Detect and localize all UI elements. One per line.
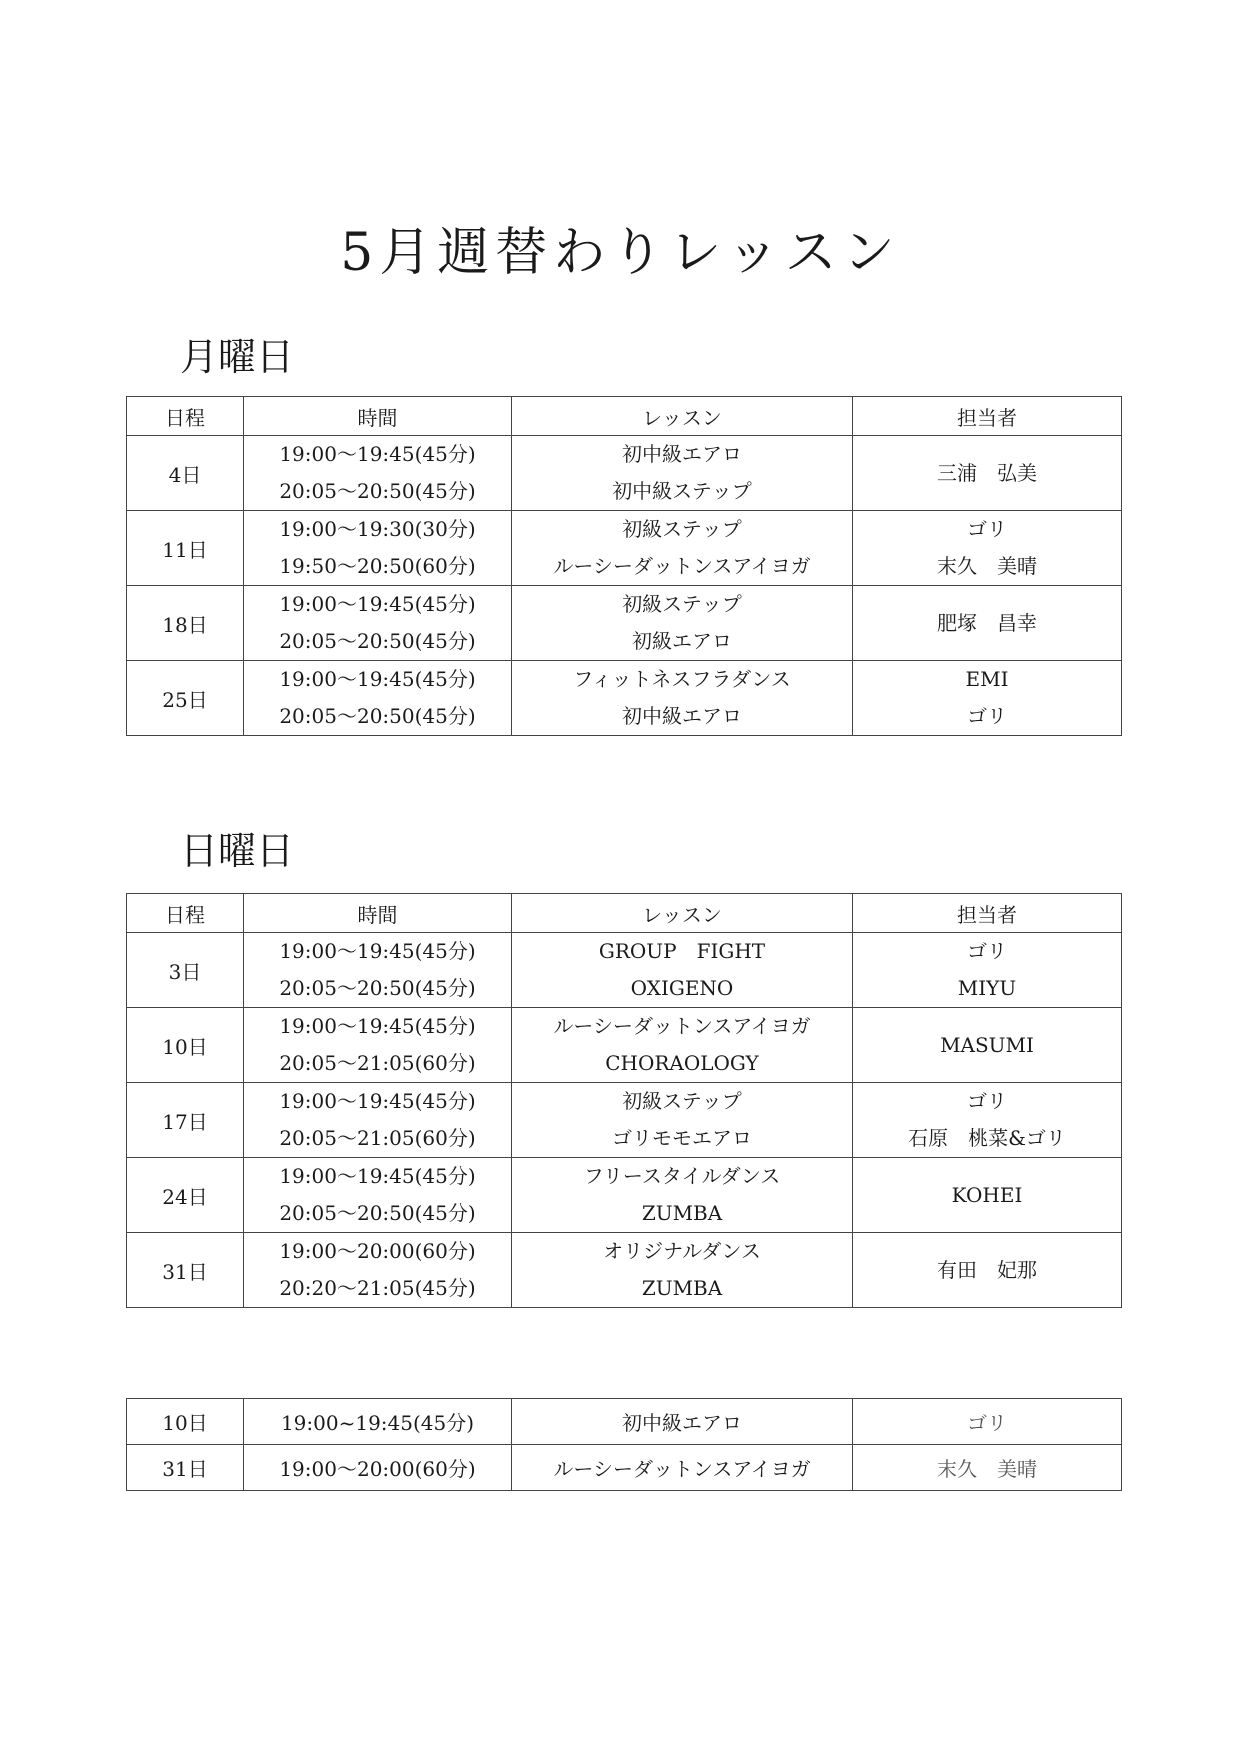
lesson-cell [512, 511, 853, 586]
lesson-name: ルーシーダットンスアイヨガ [553, 554, 811, 578]
monday-heading: 月曜日 [180, 335, 295, 379]
time-slot: 20:05～20:50(45分) [279, 976, 476, 1000]
lesson-name: フィットネスフラダンス [573, 667, 791, 691]
date-cell: 4日 [127, 436, 244, 511]
header-date: 日程 [127, 894, 244, 933]
lesson-name: ルーシーダットンスアイヨガ [553, 1014, 811, 1038]
date-cell: 10日 [127, 1399, 244, 1445]
lesson-cell [512, 661, 853, 736]
staff-name: 三浦 弘美 [937, 460, 1037, 485]
time-cell [244, 1008, 512, 1083]
lesson-name: 初中級エアロ [622, 704, 742, 728]
time-cell [244, 436, 512, 511]
lesson-cell: 初中級エアロ [512, 1399, 853, 1445]
lesson-name: ZUMBA [641, 1201, 723, 1225]
time-slot: 20:05～21:05(60分) [279, 1126, 476, 1150]
page-title: 5月週替わりレッスン [340, 223, 901, 283]
monday-schedule-table [126, 396, 1122, 736]
staff-cell [853, 661, 1122, 736]
time-cell [244, 586, 512, 661]
staff-name: EMI [965, 667, 1009, 691]
lesson-cell [512, 1158, 853, 1233]
header-staff: 担当者 [853, 397, 1122, 436]
lesson-name: GROUP FIGHT [598, 939, 766, 963]
table-row [127, 1445, 1122, 1491]
staff-name: ゴリ [967, 517, 1007, 541]
header-time: 時間 [244, 894, 512, 933]
lesson-cell: ルーシーダットンスアイヨガ [512, 1445, 853, 1491]
lesson-cell [512, 586, 853, 661]
lesson-name: 初級ステップ [622, 592, 742, 616]
staff-name: 有田 妃那 [937, 1257, 1037, 1282]
time-slot: 19:00～19:45(45分) [279, 1164, 476, 1188]
staff-name: KOHEI [951, 1182, 1023, 1207]
lesson-name: フリースタイルダンス [583, 1164, 781, 1188]
staff-name: 石原 桃菜&ゴリ [908, 1126, 1066, 1150]
staff-name: MASUMI [940, 1032, 1034, 1057]
sunday-schedule-table [126, 893, 1122, 1308]
time-cell [244, 1083, 512, 1158]
time-cell [244, 933, 512, 1008]
staff-cell [853, 436, 1122, 511]
table-row [127, 1233, 1122, 1308]
lesson-name: 初中級エアロ [622, 442, 742, 466]
staff-cell [853, 1158, 1122, 1233]
sunday-heading: 日曜日 [180, 829, 295, 873]
staff-cell [853, 1233, 1122, 1308]
staff-name: 末久 美晴 [937, 554, 1037, 578]
lesson-cell [512, 1233, 853, 1308]
date-cell: 3日 [127, 933, 244, 1008]
staff-cell: 末久 美晴 [853, 1445, 1122, 1491]
time-slot: 19:00～20:00(60分) [279, 1239, 476, 1263]
lesson-cell [512, 436, 853, 511]
date-cell: 31日 [127, 1445, 244, 1491]
time-cell: 19:00~19:45(45分) [244, 1399, 512, 1445]
table-row [127, 1083, 1122, 1158]
date-cell: 10日 [127, 1008, 244, 1083]
staff-cell [853, 933, 1122, 1008]
header-row [127, 397, 1122, 436]
time-slot: 20:05～21:05(60分) [279, 1051, 476, 1075]
staff-cell [853, 511, 1122, 586]
date-cell: 11日 [127, 511, 244, 586]
staff-cell [853, 1083, 1122, 1158]
lesson-name: ゴリモモエアロ [612, 1126, 752, 1150]
lesson-name: 初級ステップ [622, 517, 742, 541]
time-cell [244, 1233, 512, 1308]
header-staff: 担当者 [853, 894, 1122, 933]
date-cell: 25日 [127, 661, 244, 736]
table-row [127, 1008, 1122, 1083]
table-row [127, 1158, 1122, 1233]
table-row [127, 586, 1122, 661]
table-row [127, 933, 1122, 1008]
lesson-name: ZUMBA [641, 1276, 723, 1300]
header-lesson: レッスン [512, 397, 853, 436]
staff-name: 肥塚 昌幸 [937, 610, 1037, 635]
table-row [127, 661, 1122, 736]
staff-name: ゴリ [967, 1089, 1007, 1113]
lesson-name: 初中級ステップ [612, 479, 752, 503]
staff-cell: ゴリ [853, 1399, 1122, 1445]
table-row [127, 1399, 1122, 1445]
time-slot: 19:00～19:45(45分) [279, 442, 476, 466]
time-slot: 19:00～19:45(45分) [279, 1089, 476, 1113]
time-slot: 20:05～20:50(45分) [279, 1201, 476, 1225]
lesson-name: OXIGENO [630, 976, 734, 1000]
lesson-cell [512, 1008, 853, 1083]
staff-cell [853, 586, 1122, 661]
header-lesson: レッスン [512, 894, 853, 933]
staff-name: ゴリ [967, 939, 1007, 963]
time-slot: 20:05～20:50(45分) [279, 479, 476, 503]
lesson-name: オリジナルダンス [603, 1239, 761, 1263]
table-row [127, 436, 1122, 511]
extra-schedule-table [126, 1398, 1122, 1491]
time-slot: 19:00～19:45(45分) [279, 1014, 476, 1038]
time-cell: 19:00～20:00(60分) [244, 1445, 512, 1491]
lesson-cell [512, 1083, 853, 1158]
time-slot: 20:05～20:50(45分) [279, 629, 476, 653]
time-cell [244, 511, 512, 586]
header-time: 時間 [244, 397, 512, 436]
time-slot: 19:00～19:30(30分) [279, 517, 476, 541]
date-cell: 18日 [127, 586, 244, 661]
date-cell: 31日 [127, 1233, 244, 1308]
staff-cell [853, 1008, 1122, 1083]
time-slot: 20:05～20:50(45分) [279, 704, 476, 728]
time-slot: 19:00～19:45(45分) [279, 667, 476, 691]
time-slot: 19:00～19:45(45分) [279, 592, 476, 616]
lesson-name: 初級ステップ [622, 1089, 742, 1113]
lesson-name: 初級エアロ [632, 629, 732, 653]
header-date: 日程 [127, 397, 244, 436]
time-cell [244, 1158, 512, 1233]
date-cell: 17日 [127, 1083, 244, 1158]
header-row [127, 894, 1122, 933]
table-row [127, 511, 1122, 586]
staff-name: ゴリ [967, 704, 1007, 728]
time-slot: 20:20～21:05(45分) [279, 1276, 476, 1300]
staff-name: MIYU [957, 976, 1017, 1000]
time-slot: 19:00～19:45(45分) [279, 939, 476, 963]
time-slot: 19:50～20:50(60分) [279, 554, 476, 578]
time-cell [244, 661, 512, 736]
date-cell: 24日 [127, 1158, 244, 1233]
lesson-name: CHORAOLOGY [605, 1051, 759, 1075]
lesson-cell [512, 933, 853, 1008]
